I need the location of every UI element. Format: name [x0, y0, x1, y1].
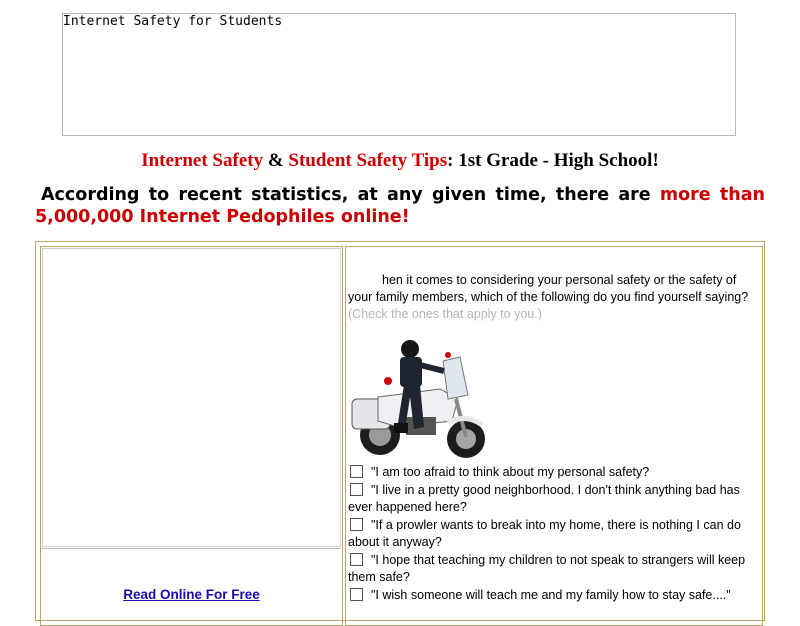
left-panel	[40, 246, 343, 626]
read-online-link[interactable]: Read Online For Free	[123, 587, 260, 602]
statistic-emphasis: more than 5,000,000 Internet Pedophiles online!	[35, 185, 765, 227]
headline-amp: &	[263, 150, 289, 171]
statistic-lead: According to recent statistics, at any given time, there are	[41, 185, 660, 205]
intro-hint: (Check the ones that apply to you.)	[348, 307, 542, 321]
motorcycle-police-officer-photo	[348, 337, 488, 467]
right-panel	[345, 246, 763, 626]
checkbox[interactable]	[350, 553, 363, 566]
checklist-item	[348, 464, 760, 482]
statistic-text	[35, 184, 765, 228]
checklist-item	[348, 587, 760, 605]
checklist-item-text: "If a prowler wants to break into my home, there is nothing I can do about it anyway?	[348, 517, 741, 549]
title-textarea[interactable]	[62, 13, 736, 136]
checklist-item-text: "I wish someone will teach me and my family how to stay safe...."	[371, 587, 731, 602]
headline	[0, 149, 800, 173]
headline-student-safety-tips: Student Safety Tips	[288, 150, 448, 171]
left-blank-area	[42, 248, 341, 547]
checkbox[interactable]	[350, 465, 363, 478]
checklist-item	[348, 482, 760, 517]
checklist-item	[348, 517, 760, 552]
headline-internet-safety: Internet Safety	[141, 150, 264, 171]
checklist-item-text: "I hope that teaching my children to not speak to strangers will keep them safe?	[348, 552, 746, 584]
title-text: Internet Safety for Students	[63, 14, 283, 29]
checklist-item	[348, 552, 760, 587]
headline-grades: : 1st Grade - High School!	[447, 150, 659, 171]
content-table	[35, 241, 765, 621]
intro-paragraph	[348, 272, 758, 323]
checklist-item-text: "I live in a pretty good neighborhood. I don't think anything bad has ever happened here?	[348, 482, 740, 514]
checkbox[interactable]	[350, 588, 363, 601]
checkbox[interactable]	[350, 518, 363, 531]
checklist-item-text: "I am too afraid to think about my personal safety?	[371, 465, 650, 479]
intro-text: hen it comes to considering your personal safety or the safety of your family members, which of the following do you find yourself saying?	[348, 273, 749, 304]
left-divider	[42, 548, 341, 549]
checkbox[interactable]	[350, 483, 363, 496]
safety-checklist	[348, 464, 760, 604]
